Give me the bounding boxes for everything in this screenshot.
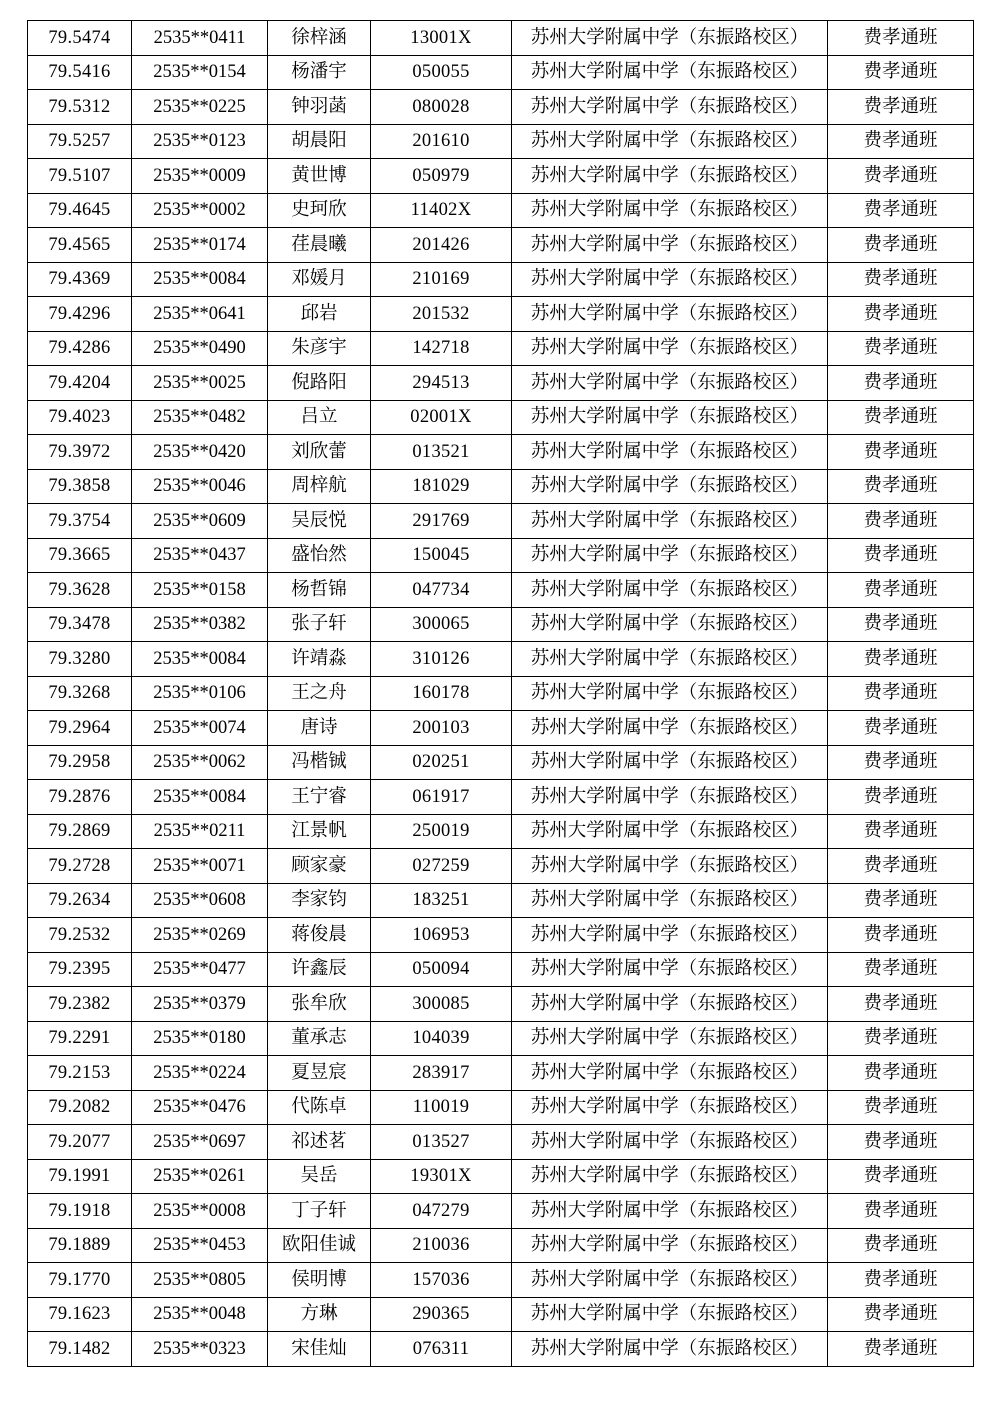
class-cell: 费孝通班 bbox=[828, 642, 974, 677]
code-cell: 027259 bbox=[371, 849, 512, 884]
code-cell: 106953 bbox=[371, 918, 512, 953]
class-cell: 费孝通班 bbox=[828, 1297, 974, 1332]
code-cell: 11402X bbox=[371, 193, 512, 228]
candidate-id-cell: 2535**0382 bbox=[132, 607, 268, 642]
table-row bbox=[28, 55, 974, 90]
score-cell: 79.5416 bbox=[28, 55, 132, 90]
code-cell: 310126 bbox=[371, 642, 512, 677]
school-cell: 苏州大学附属中学（东振路校区） bbox=[512, 607, 828, 642]
table-row bbox=[28, 952, 974, 987]
student-name-cell: 李家钧 bbox=[268, 883, 371, 918]
school-cell: 苏州大学附属中学（东振路校区） bbox=[512, 21, 828, 56]
class-cell: 费孝通班 bbox=[828, 1125, 974, 1160]
code-cell: 250019 bbox=[371, 814, 512, 849]
code-cell: 200103 bbox=[371, 711, 512, 746]
school-cell: 苏州大学附属中学（东振路校区） bbox=[512, 159, 828, 194]
school-cell: 苏州大学附属中学（东振路校区） bbox=[512, 952, 828, 987]
table-row bbox=[28, 366, 974, 401]
score-cell: 79.5474 bbox=[28, 21, 132, 56]
school-cell: 苏州大学附属中学（东振路校区） bbox=[512, 1159, 828, 1194]
table-row bbox=[28, 814, 974, 849]
table-row bbox=[28, 193, 974, 228]
score-cell: 79.2728 bbox=[28, 849, 132, 884]
table-row bbox=[28, 21, 974, 56]
score-cell: 79.5257 bbox=[28, 124, 132, 159]
code-cell: 050094 bbox=[371, 952, 512, 987]
score-cell: 79.2153 bbox=[28, 1056, 132, 1091]
class-cell: 费孝通班 bbox=[828, 400, 974, 435]
student-name-cell: 吴岳 bbox=[268, 1159, 371, 1194]
school-cell: 苏州大学附属中学（东振路校区） bbox=[512, 366, 828, 401]
code-cell: 080028 bbox=[371, 90, 512, 125]
code-cell: 19301X bbox=[371, 1159, 512, 1194]
class-cell: 费孝通班 bbox=[828, 21, 974, 56]
table-row bbox=[28, 331, 974, 366]
score-cell: 79.1918 bbox=[28, 1194, 132, 1229]
student-name-cell: 唐诗 bbox=[268, 711, 371, 746]
candidate-id-cell: 2535**0211 bbox=[132, 814, 268, 849]
student-name-cell: 张子轩 bbox=[268, 607, 371, 642]
school-cell: 苏州大学附属中学（东振路校区） bbox=[512, 228, 828, 263]
student-name-cell: 董承志 bbox=[268, 1021, 371, 1056]
table-row bbox=[28, 1021, 974, 1056]
code-cell: 110019 bbox=[371, 1090, 512, 1125]
student-name-cell: 宋佳灿 bbox=[268, 1332, 371, 1367]
class-cell: 费孝通班 bbox=[828, 711, 974, 746]
school-cell: 苏州大学附属中学（东振路校区） bbox=[512, 573, 828, 608]
class-cell: 费孝通班 bbox=[828, 469, 974, 504]
school-cell: 苏州大学附属中学（东振路校区） bbox=[512, 1228, 828, 1263]
class-cell: 费孝通班 bbox=[828, 435, 974, 470]
class-cell: 费孝通班 bbox=[828, 124, 974, 159]
class-cell: 费孝通班 bbox=[828, 90, 974, 125]
code-cell: 210036 bbox=[371, 1228, 512, 1263]
code-cell: 181029 bbox=[371, 469, 512, 504]
student-name-cell: 夏昱宸 bbox=[268, 1056, 371, 1091]
candidate-id-cell: 2535**0224 bbox=[132, 1056, 268, 1091]
candidate-id-cell: 2535**0437 bbox=[132, 538, 268, 573]
school-cell: 苏州大学附属中学（东振路校区） bbox=[512, 642, 828, 677]
candidate-id-cell: 2535**0009 bbox=[132, 159, 268, 194]
candidate-id-cell: 2535**0071 bbox=[132, 849, 268, 884]
score-cell: 79.2291 bbox=[28, 1021, 132, 1056]
score-cell: 79.3665 bbox=[28, 538, 132, 573]
candidate-id-cell: 2535**0084 bbox=[132, 780, 268, 815]
candidate-id-cell: 2535**0025 bbox=[132, 366, 268, 401]
student-name-cell: 代陈卓 bbox=[268, 1090, 371, 1125]
score-cell: 79.4204 bbox=[28, 366, 132, 401]
table-body bbox=[28, 21, 974, 1367]
student-name-cell: 周梓航 bbox=[268, 469, 371, 504]
school-cell: 苏州大学附属中学（东振路校区） bbox=[512, 469, 828, 504]
candidate-id-cell: 2535**0123 bbox=[132, 124, 268, 159]
class-cell: 费孝通班 bbox=[828, 849, 974, 884]
score-cell: 79.1991 bbox=[28, 1159, 132, 1194]
code-cell: 291769 bbox=[371, 504, 512, 539]
school-cell: 苏州大学附属中学（东振路校区） bbox=[512, 262, 828, 297]
candidate-id-cell: 2535**0074 bbox=[132, 711, 268, 746]
score-cell: 79.2382 bbox=[28, 987, 132, 1022]
score-cell: 79.2077 bbox=[28, 1125, 132, 1160]
table-row bbox=[28, 1056, 974, 1091]
score-cell: 79.2634 bbox=[28, 883, 132, 918]
table-row bbox=[28, 1263, 974, 1298]
code-cell: 201610 bbox=[371, 124, 512, 159]
school-cell: 苏州大学附属中学（东振路校区） bbox=[512, 400, 828, 435]
class-cell: 费孝通班 bbox=[828, 676, 974, 711]
table-row bbox=[28, 1125, 974, 1160]
table-row bbox=[28, 400, 974, 435]
code-cell: 047279 bbox=[371, 1194, 512, 1229]
table-row bbox=[28, 1297, 974, 1332]
table-row bbox=[28, 711, 974, 746]
code-cell: 076311 bbox=[371, 1332, 512, 1367]
code-cell: 104039 bbox=[371, 1021, 512, 1056]
student-name-cell: 徐梓涵 bbox=[268, 21, 371, 56]
table-row bbox=[28, 676, 974, 711]
table-row bbox=[28, 228, 974, 263]
student-name-cell: 王之舟 bbox=[268, 676, 371, 711]
table-row bbox=[28, 504, 974, 539]
score-cell: 79.2964 bbox=[28, 711, 132, 746]
class-cell: 费孝通班 bbox=[828, 780, 974, 815]
candidate-id-cell: 2535**0084 bbox=[132, 262, 268, 297]
candidate-id-cell: 2535**0453 bbox=[132, 1228, 268, 1263]
score-cell: 79.2876 bbox=[28, 780, 132, 815]
class-cell: 费孝通班 bbox=[828, 331, 974, 366]
class-cell: 费孝通班 bbox=[828, 1159, 974, 1194]
code-cell: 142718 bbox=[371, 331, 512, 366]
candidate-id-cell: 2535**0062 bbox=[132, 745, 268, 780]
class-cell: 费孝通班 bbox=[828, 607, 974, 642]
table-row bbox=[28, 435, 974, 470]
table-row bbox=[28, 607, 974, 642]
school-cell: 苏州大学附属中学（东振路校区） bbox=[512, 55, 828, 90]
code-cell: 013527 bbox=[371, 1125, 512, 1160]
school-cell: 苏州大学附属中学（东振路校区） bbox=[512, 435, 828, 470]
school-cell: 苏州大学附属中学（东振路校区） bbox=[512, 780, 828, 815]
student-name-cell: 荏晨曦 bbox=[268, 228, 371, 263]
code-cell: 050979 bbox=[371, 159, 512, 194]
class-cell: 费孝通班 bbox=[828, 55, 974, 90]
school-cell: 苏州大学附属中学（东振路校区） bbox=[512, 676, 828, 711]
table-row bbox=[28, 297, 974, 332]
student-name-cell: 冯楷铖 bbox=[268, 745, 371, 780]
score-cell: 79.5312 bbox=[28, 90, 132, 125]
score-cell: 79.4645 bbox=[28, 193, 132, 228]
student-name-cell: 黄世博 bbox=[268, 159, 371, 194]
class-cell: 费孝通班 bbox=[828, 366, 974, 401]
table-row bbox=[28, 1194, 974, 1229]
table-row bbox=[28, 918, 974, 953]
code-cell: 290365 bbox=[371, 1297, 512, 1332]
school-cell: 苏州大学附属中学（东振路校区） bbox=[512, 1332, 828, 1367]
table-row bbox=[28, 573, 974, 608]
score-cell: 79.4296 bbox=[28, 297, 132, 332]
school-cell: 苏州大学附属中学（东振路校区） bbox=[512, 1125, 828, 1160]
table-row bbox=[28, 90, 974, 125]
code-cell: 160178 bbox=[371, 676, 512, 711]
candidate-id-cell: 2535**0048 bbox=[132, 1297, 268, 1332]
student-name-cell: 盛怡然 bbox=[268, 538, 371, 573]
class-cell: 费孝通班 bbox=[828, 1056, 974, 1091]
score-cell: 79.3858 bbox=[28, 469, 132, 504]
student-name-cell: 邓媛月 bbox=[268, 262, 371, 297]
school-cell: 苏州大学附属中学（东振路校区） bbox=[512, 1194, 828, 1229]
school-cell: 苏州大学附属中学（东振路校区） bbox=[512, 745, 828, 780]
table-row bbox=[28, 1090, 974, 1125]
student-name-cell: 方琳 bbox=[268, 1297, 371, 1332]
code-cell: 050055 bbox=[371, 55, 512, 90]
candidate-id-cell: 2535**0609 bbox=[132, 504, 268, 539]
candidate-id-cell: 2535**0158 bbox=[132, 573, 268, 608]
school-cell: 苏州大学附属中学（东振路校区） bbox=[512, 331, 828, 366]
score-cell: 79.4565 bbox=[28, 228, 132, 263]
student-name-cell: 史珂欣 bbox=[268, 193, 371, 228]
code-cell: 300085 bbox=[371, 987, 512, 1022]
score-cell: 79.1770 bbox=[28, 1263, 132, 1298]
code-cell: 047734 bbox=[371, 573, 512, 608]
code-cell: 013521 bbox=[371, 435, 512, 470]
table-row bbox=[28, 849, 974, 884]
score-cell: 79.2869 bbox=[28, 814, 132, 849]
score-cell: 79.5107 bbox=[28, 159, 132, 194]
score-cell: 79.4369 bbox=[28, 262, 132, 297]
admission-list-table bbox=[27, 20, 974, 1367]
score-cell: 79.1482 bbox=[28, 1332, 132, 1367]
table-row bbox=[28, 642, 974, 677]
school-cell: 苏州大学附属中学（东振路校区） bbox=[512, 297, 828, 332]
school-cell: 苏州大学附属中学（东振路校区） bbox=[512, 1056, 828, 1091]
table-row bbox=[28, 987, 974, 1022]
table-row bbox=[28, 538, 974, 573]
student-name-cell: 吕立 bbox=[268, 400, 371, 435]
score-cell: 79.4286 bbox=[28, 331, 132, 366]
class-cell: 费孝通班 bbox=[828, 504, 974, 539]
candidate-id-cell: 2535**0106 bbox=[132, 676, 268, 711]
score-cell: 79.4023 bbox=[28, 400, 132, 435]
candidate-id-cell: 2535**0180 bbox=[132, 1021, 268, 1056]
class-cell: 费孝通班 bbox=[828, 1021, 974, 1056]
school-cell: 苏州大学附属中学（东振路校区） bbox=[512, 711, 828, 746]
class-cell: 费孝通班 bbox=[828, 193, 974, 228]
table-row bbox=[28, 124, 974, 159]
class-cell: 费孝通班 bbox=[828, 228, 974, 263]
score-cell: 79.1623 bbox=[28, 1297, 132, 1332]
candidate-id-cell: 2535**0420 bbox=[132, 435, 268, 470]
student-name-cell: 吴辰悦 bbox=[268, 504, 371, 539]
school-cell: 苏州大学附属中学（东振路校区） bbox=[512, 918, 828, 953]
class-cell: 费孝通班 bbox=[828, 987, 974, 1022]
school-cell: 苏州大学附属中学（东振路校区） bbox=[512, 1021, 828, 1056]
candidate-id-cell: 2535**0225 bbox=[132, 90, 268, 125]
candidate-id-cell: 2535**0379 bbox=[132, 987, 268, 1022]
code-cell: 13001X bbox=[371, 21, 512, 56]
candidate-id-cell: 2535**0477 bbox=[132, 952, 268, 987]
school-cell: 苏州大学附属中学（东振路校区） bbox=[512, 987, 828, 1022]
code-cell: 201532 bbox=[371, 297, 512, 332]
class-cell: 费孝通班 bbox=[828, 1263, 974, 1298]
candidate-id-cell: 2535**0805 bbox=[132, 1263, 268, 1298]
student-name-cell: 侯明博 bbox=[268, 1263, 371, 1298]
candidate-id-cell: 2535**0490 bbox=[132, 331, 268, 366]
class-cell: 费孝通班 bbox=[828, 1332, 974, 1367]
class-cell: 费孝通班 bbox=[828, 1228, 974, 1263]
student-name-cell: 江景帆 bbox=[268, 814, 371, 849]
school-cell: 苏州大学附属中学（东振路校区） bbox=[512, 849, 828, 884]
candidate-id-cell: 2535**0641 bbox=[132, 297, 268, 332]
class-cell: 费孝通班 bbox=[828, 883, 974, 918]
code-cell: 294513 bbox=[371, 366, 512, 401]
student-name-cell: 欧阳佳诚 bbox=[268, 1228, 371, 1263]
class-cell: 费孝通班 bbox=[828, 159, 974, 194]
table-row bbox=[28, 1159, 974, 1194]
candidate-id-cell: 2535**0174 bbox=[132, 228, 268, 263]
score-cell: 79.3280 bbox=[28, 642, 132, 677]
code-cell: 201426 bbox=[371, 228, 512, 263]
student-name-cell: 许鑫辰 bbox=[268, 952, 371, 987]
class-cell: 费孝通班 bbox=[828, 573, 974, 608]
code-cell: 150045 bbox=[371, 538, 512, 573]
school-cell: 苏州大学附属中学（东振路校区） bbox=[512, 538, 828, 573]
code-cell: 02001X bbox=[371, 400, 512, 435]
class-cell: 费孝通班 bbox=[828, 1090, 974, 1125]
score-cell: 79.3268 bbox=[28, 676, 132, 711]
code-cell: 157036 bbox=[371, 1263, 512, 1298]
candidate-id-cell: 2535**0002 bbox=[132, 193, 268, 228]
class-cell: 费孝通班 bbox=[828, 538, 974, 573]
candidate-id-cell: 2535**0476 bbox=[132, 1090, 268, 1125]
code-cell: 183251 bbox=[371, 883, 512, 918]
student-name-cell: 朱彦宇 bbox=[268, 331, 371, 366]
student-name-cell: 倪路阳 bbox=[268, 366, 371, 401]
student-name-cell: 顾家豪 bbox=[268, 849, 371, 884]
class-cell: 费孝通班 bbox=[828, 814, 974, 849]
table-row bbox=[28, 1332, 974, 1367]
score-cell: 79.2958 bbox=[28, 745, 132, 780]
class-cell: 费孝通班 bbox=[828, 918, 974, 953]
table-row bbox=[28, 262, 974, 297]
score-cell: 79.3628 bbox=[28, 573, 132, 608]
score-cell: 79.3754 bbox=[28, 504, 132, 539]
school-cell: 苏州大学附属中学（东振路校区） bbox=[512, 504, 828, 539]
student-name-cell: 杨哲锦 bbox=[268, 573, 371, 608]
student-name-cell: 许靖淼 bbox=[268, 642, 371, 677]
candidate-id-cell: 2535**0008 bbox=[132, 1194, 268, 1229]
student-name-cell: 刘欣蕾 bbox=[268, 435, 371, 470]
school-cell: 苏州大学附属中学（东振路校区） bbox=[512, 883, 828, 918]
candidate-id-cell: 2535**0482 bbox=[132, 400, 268, 435]
student-name-cell: 钟羽菡 bbox=[268, 90, 371, 125]
student-name-cell: 邱岩 bbox=[268, 297, 371, 332]
school-cell: 苏州大学附属中学（东振路校区） bbox=[512, 90, 828, 125]
table-row bbox=[28, 469, 974, 504]
table-row bbox=[28, 159, 974, 194]
code-cell: 300065 bbox=[371, 607, 512, 642]
candidate-id-cell: 2535**0269 bbox=[132, 918, 268, 953]
school-cell: 苏州大学附属中学（东振路校区） bbox=[512, 1297, 828, 1332]
table-row bbox=[28, 883, 974, 918]
student-name-cell: 蒋俊晨 bbox=[268, 918, 371, 953]
candidate-id-cell: 2535**0323 bbox=[132, 1332, 268, 1367]
candidate-id-cell: 2535**0084 bbox=[132, 642, 268, 677]
score-cell: 79.2082 bbox=[28, 1090, 132, 1125]
code-cell: 020251 bbox=[371, 745, 512, 780]
class-cell: 费孝通班 bbox=[828, 297, 974, 332]
candidate-id-cell: 2535**0154 bbox=[132, 55, 268, 90]
table-row bbox=[28, 1228, 974, 1263]
school-cell: 苏州大学附属中学（东振路校区） bbox=[512, 193, 828, 228]
student-name-cell: 胡晨阳 bbox=[268, 124, 371, 159]
class-cell: 费孝通班 bbox=[828, 262, 974, 297]
candidate-id-cell: 2535**0411 bbox=[132, 21, 268, 56]
score-cell: 79.3972 bbox=[28, 435, 132, 470]
school-cell: 苏州大学附属中学（东振路校区） bbox=[512, 814, 828, 849]
score-cell: 79.3478 bbox=[28, 607, 132, 642]
code-cell: 210169 bbox=[371, 262, 512, 297]
table-row bbox=[28, 745, 974, 780]
candidate-id-cell: 2535**0697 bbox=[132, 1125, 268, 1160]
code-cell: 283917 bbox=[371, 1056, 512, 1091]
candidate-id-cell: 2535**0046 bbox=[132, 469, 268, 504]
candidate-id-cell: 2535**0608 bbox=[132, 883, 268, 918]
table-row bbox=[28, 780, 974, 815]
class-cell: 费孝通班 bbox=[828, 745, 974, 780]
code-cell: 061917 bbox=[371, 780, 512, 815]
student-name-cell: 祁述茗 bbox=[268, 1125, 371, 1160]
student-name-cell: 丁子轩 bbox=[268, 1194, 371, 1229]
score-cell: 79.2532 bbox=[28, 918, 132, 953]
school-cell: 苏州大学附属中学（东振路校区） bbox=[512, 1263, 828, 1298]
class-cell: 费孝通班 bbox=[828, 952, 974, 987]
candidate-id-cell: 2535**0261 bbox=[132, 1159, 268, 1194]
student-name-cell: 张牟欣 bbox=[268, 987, 371, 1022]
school-cell: 苏州大学附属中学（东振路校区） bbox=[512, 124, 828, 159]
class-cell: 费孝通班 bbox=[828, 1194, 974, 1229]
score-cell: 79.2395 bbox=[28, 952, 132, 987]
score-cell: 79.1889 bbox=[28, 1228, 132, 1263]
school-cell: 苏州大学附属中学（东振路校区） bbox=[512, 1090, 828, 1125]
student-name-cell: 王宁睿 bbox=[268, 780, 371, 815]
student-name-cell: 杨潘宇 bbox=[268, 55, 371, 90]
